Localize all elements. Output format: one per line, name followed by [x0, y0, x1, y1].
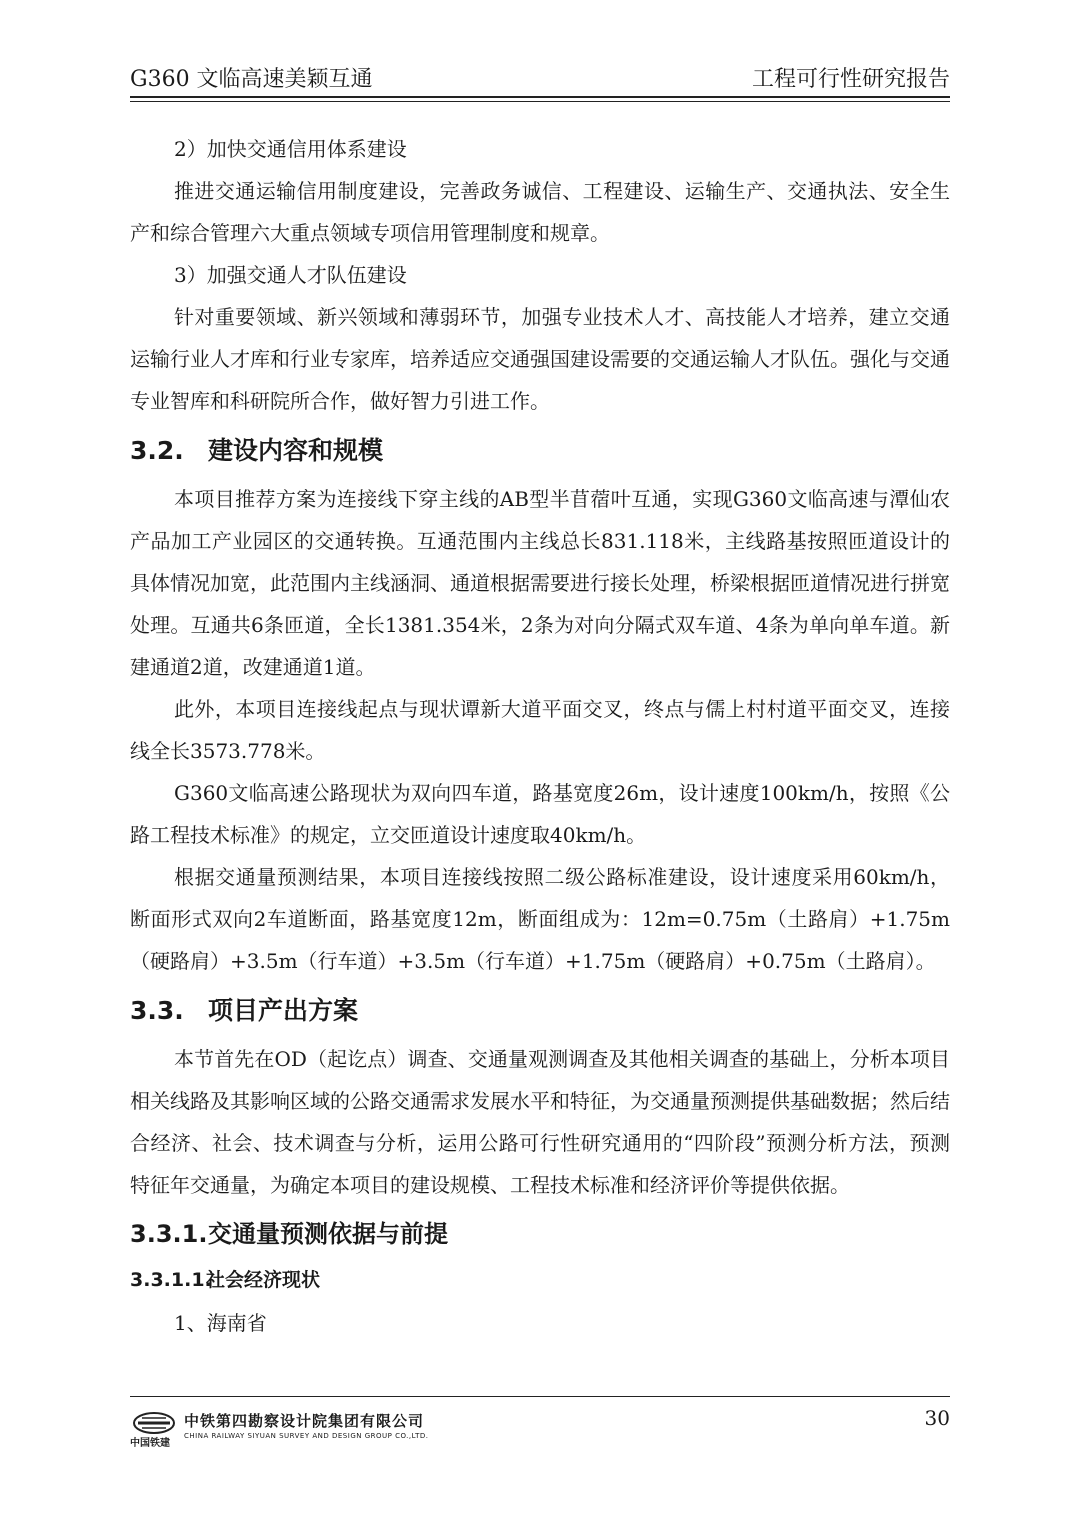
header-report-title: 工程可行性研究报告: [751, 67, 950, 92]
section-3-3-1-1-heading: [130, 1258, 950, 1302]
list-item-hainan: 1、海南省: [174, 1311, 267, 1335]
page-header: [130, 62, 950, 92]
section-title: 交通量预测依据与前提: [208, 1220, 448, 1248]
section-number: 3.2.: [130, 436, 184, 465]
section-3-2-paragraph-4: 根据交通量预测结果，本项目连接线按照二级公路标准建设，设计速度采用60km/h，断面形式双向2车道断面，路基宽度12m，断面组成为：12m=0.75m（土路肩）+1.75m（硬路肩）+3.5m（行车道）+3.5m（行车道）+1.75m（硬路肩）+0.75m（土路肩）。: [130, 865, 950, 973]
section-3-2-paragraph-1: 本项目推荐方案为连接线下穿主线的AB型半苜蓿叶互通，实现G360文临高速与潭仙农产品加工产业园区的交通转换。互通范围内主线总长831.118米，主线路基按照匝道设计的具体情况加宽，此范围内主线涵洞、通道根据需要进行接长处理，桥梁根据匝道情况进行拼宽处理。互通共6条匝道，全长1381.354米，2条为对向分隔式双车道、4条为单向单车道。新建通道2道，改建通道1道。: [130, 487, 950, 679]
logo-caption: 中国铁建: [130, 1438, 170, 1449]
header-rule-thin: [130, 101, 950, 102]
section-number: 3.3.1.1.: [130, 1269, 212, 1291]
section-3-2-paragraph-3: G360文临高速公路现状为双向四车道，路基宽度26m，设计速度100km/h，按照《公路工程技术标准》的规定，立交匝道设计速度取40km/h。: [130, 781, 950, 847]
item-3-body: 针对重要领域、新兴领域和薄弱环节，加强专业技术人才、高技能人才培养，建立交通运输行业人才库和行业专家库，培养适应交通强国建设需要的交通运输人才队伍。强化与交通专业智库和科研院所合作，做好智力引进工作。: [130, 305, 950, 413]
item-2-title: 2）加快交通信用体系建设: [174, 137, 407, 161]
page-number: 30: [924, 1406, 950, 1430]
company-name-en: CHINA RAILWAY SIYUAN SURVEY AND DESIGN GROUP CO.,LTD.: [184, 1432, 429, 1440]
section-number: 3.3.: [130, 996, 184, 1025]
section-3-3-1-heading: [130, 1210, 950, 1258]
section-3-3-paragraph-1: 本节首先在OD（起讫点）调查、交通量观测调查及其他相关调查的基础上，分析本项目相关线路及其影响区域的公路交通需求发展水平和特征，为交通量预测提供基础数据；然后结合经济、社会、技术调查与分析，运用公路可行性研究通用的“四阶段”预测分析方法，预测特征年交通量，为确定本项目的建设规模、工程技术标准和经济评价等提供依据。: [130, 1047, 950, 1197]
document-body: [130, 128, 950, 1344]
item-2-body: 推进交通运输信用制度建设，完善政务诚信、工程建设、运输生产、交通执法、安全生产和综合管理六大重点领域专项信用管理制度和规章。: [130, 179, 950, 245]
company-name-cn: 中铁第四勘察设计院集团有限公司: [184, 1412, 425, 1430]
section-title: 项目产出方案: [208, 996, 359, 1025]
item-3-title: 3）加强交通人才队伍建设: [174, 263, 407, 287]
section-number: 3.3.1.: [130, 1220, 208, 1248]
section-3-2-heading: [130, 426, 950, 476]
header-project-title: G360 文临高速美颖互通: [130, 67, 373, 92]
section-3-2-paragraph-2: 此外，本项目连接线起点与现状谭新大道平面交叉，终点与儒上村村道平面交叉，连接线全长3573.778米。: [130, 697, 950, 763]
page-footer: [130, 1404, 950, 1450]
section-3-3-heading: [130, 986, 950, 1036]
company-logo-icon: [132, 1410, 176, 1436]
section-title: 建设内容和规模: [208, 436, 384, 465]
header-rule: [130, 96, 950, 98]
section-title: 社会经济现状: [206, 1269, 321, 1291]
footer-rule: [130, 1396, 950, 1397]
